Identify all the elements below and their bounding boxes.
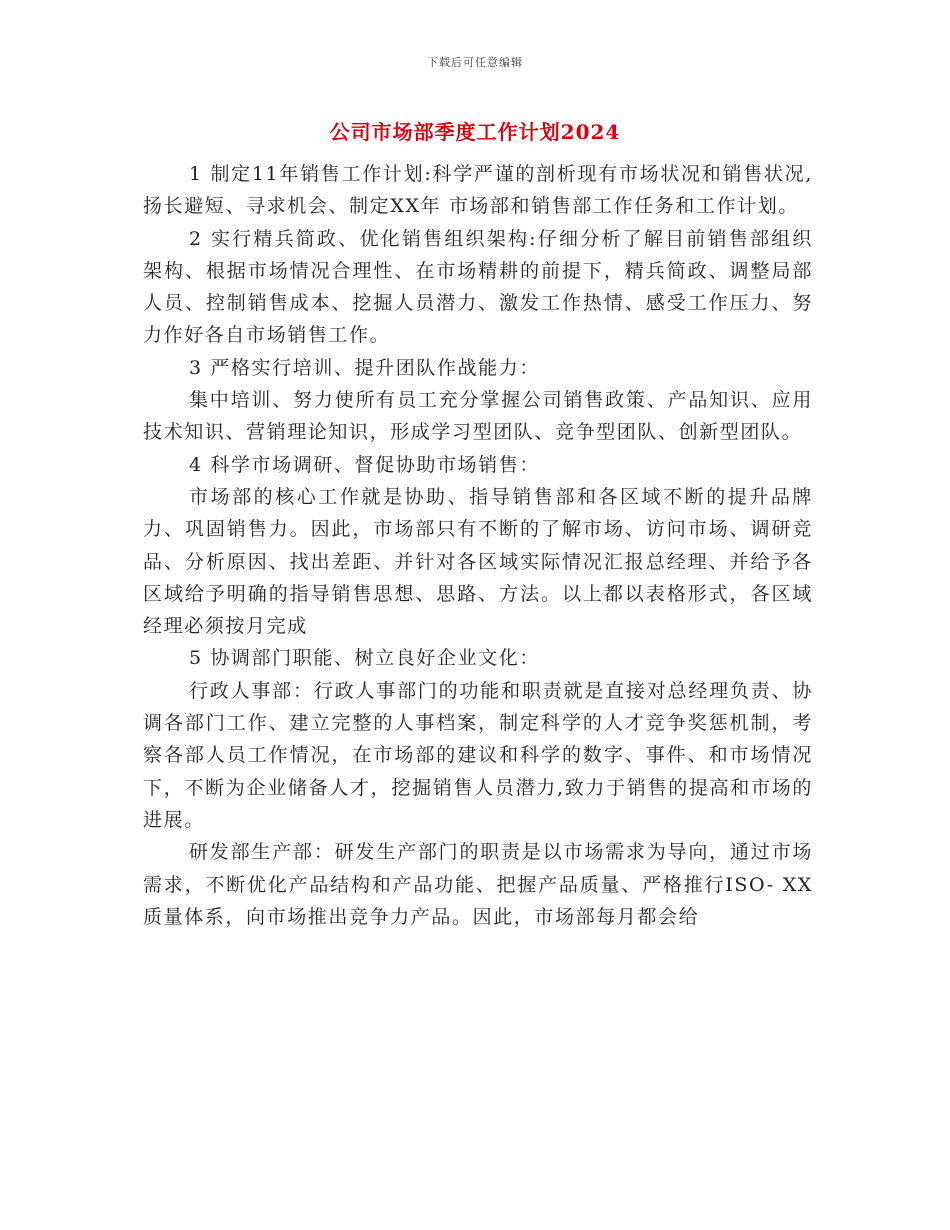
paragraph-3-heading: 3 严格实行培训、提升团队作战能力： (189, 356, 540, 379)
header-note: 下载后可任意编辑 (427, 56, 523, 69)
document-title: 公司市场部季度工作计划2024 (329, 120, 621, 144)
paragraph-5-rd: 研发部生产部：研发生产部门的职责是以市场需求为导向，通过市场需求，不断优化产品结构和产品功能、把握产品质量、严格推行ISO- XX质量体系，向市场推出竞争力产品。因此，市场部每月都会给 (143, 841, 813, 928)
paragraph-4-heading: 4 科学市场调研、督促协助市场销售： (189, 453, 540, 476)
paragraph-5-hr: 行政人事部：行政人事部门的功能和职责就是直接对总经理负责、协调各部门工作、建立完整的人事档案，制定科学的人才竞争奖惩机制，考察各部人员工作情况，在市场部的建议和科学的数字、事件、和市场情况下，不断为企业储备人才，挖掘销售人员潜力,致力于销售的提高和市场的进展。 (143, 679, 813, 831)
paragraph-4-body: 市场部的核心工作就是协助、指导销售部和各区域不断的提升品牌力、巩固销售力。因此，市场部只有不断的了解市场、访问市场、调研竞品、分析原因、找出差距、并针对各区域实际情况汇报总经理、并给予各区域给予明确的指导销售思想、思路、方法。以上都以表格形式，各区域经理必须按月完成 (143, 485, 813, 638)
paragraph-1: 1 制定11年销售工作计划:科学严谨的剖析现有市场状况和销售状况,扬长避短、寻求机会、制定XX年 市场部和销售部工作任务和工作计划。 (143, 163, 813, 218)
paragraph-3-body: 集中培训、努力使所有员工充分掌握公司销售政策、产品知识、应用技术知识、营销理论知识，形成学习型团队、竞争型团队、创新型团队。 (143, 389, 813, 444)
paragraph-5-heading: 5 协调部门职能、树立良好企业文化： (189, 647, 540, 670)
document-body (143, 158, 813, 933)
paragraph-2: 2 实行精兵简政、优化销售组织架构:仔细分析了解目前销售部组织架构、根据市场情况合理性、在市场精耕的前提下，精兵简政、调整局部人员、控制销售成本、挖掘人员潜力、激发工作热情、感受工作压力、努力作好各自市场销售工作。 (143, 227, 813, 347)
